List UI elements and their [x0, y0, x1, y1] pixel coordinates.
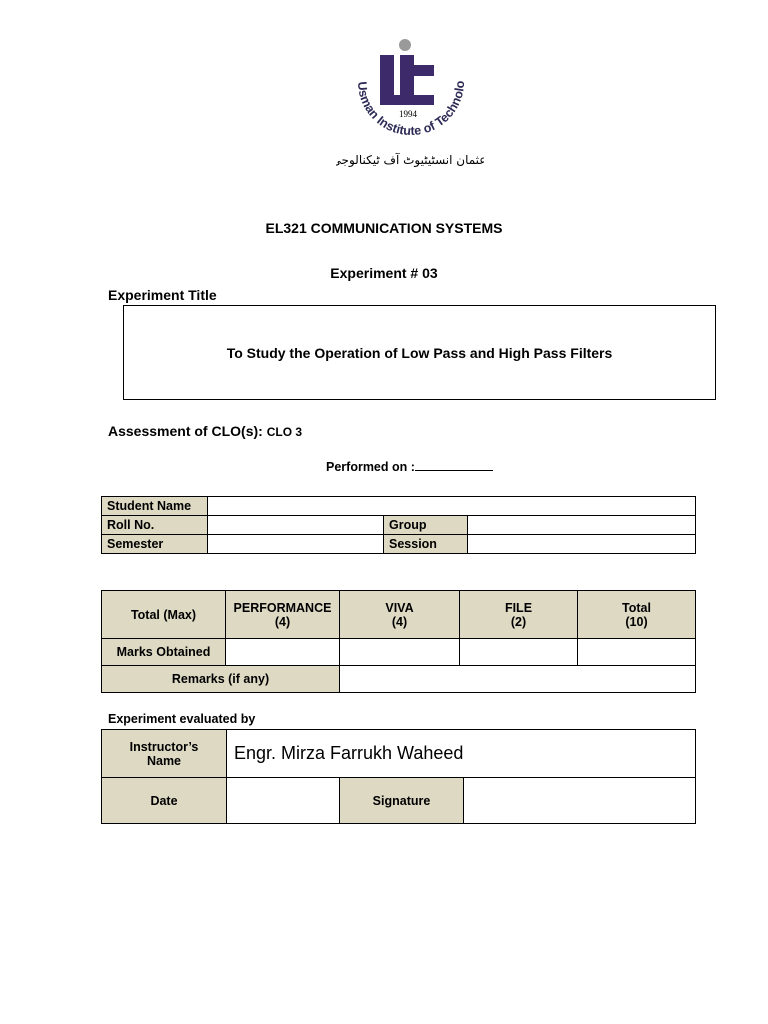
- performance-header: PERFORMANCE (4): [226, 591, 340, 639]
- marks-obtained-label: Marks Obtained: [102, 639, 226, 666]
- table-row: [102, 639, 696, 666]
- table-row: [102, 497, 696, 516]
- performed-on-label: Performed on :: [326, 460, 415, 474]
- instructor-name-label: Instructor’s Name: [102, 730, 227, 778]
- marks-table: [101, 590, 696, 693]
- viva-marks-field[interactable]: [340, 639, 460, 666]
- total-max-label: Total (Max): [102, 591, 226, 639]
- signature-label: Signature: [340, 778, 464, 824]
- institute-logo: [336, 30, 484, 180]
- total-marks-field[interactable]: [578, 639, 696, 666]
- remarks-field[interactable]: [340, 666, 696, 693]
- experiment-title-box: [123, 305, 716, 400]
- student-info-table: [101, 496, 696, 554]
- remarks-label: Remarks (if any): [102, 666, 340, 693]
- group-label: Group: [384, 516, 468, 535]
- signature-field[interactable]: [464, 778, 696, 824]
- student-name-label: Student Name: [102, 497, 208, 516]
- clo-label: Assessment of CLO(s):: [108, 423, 263, 439]
- performed-on: [326, 460, 493, 474]
- date-field[interactable]: [227, 778, 340, 824]
- experiment-number: Experiment # 03: [330, 265, 438, 281]
- group-field[interactable]: [468, 516, 696, 535]
- roll-no-label: Roll No.: [102, 516, 208, 535]
- clo-value: CLO 3: [266, 425, 303, 439]
- logo-seal-icon: [336, 30, 484, 180]
- svg-text:عثمان انسٹیٹیوٹ آف ٹیکنالوجی: عثمان انسٹیٹیوٹ آف ٹیکنالوجی: [336, 153, 484, 167]
- table-row: [102, 778, 696, 824]
- performed-on-field[interactable]: [415, 460, 493, 471]
- student-name-field[interactable]: [208, 497, 696, 516]
- date-label: Date: [102, 778, 227, 824]
- performance-marks-field[interactable]: [226, 639, 340, 666]
- evaluated-by-heading: Experiment evaluated by: [108, 712, 256, 726]
- file-header: FILE (2): [460, 591, 578, 639]
- table-row: [102, 666, 696, 693]
- experiment-title-label: Experiment Title: [108, 287, 217, 303]
- course-title: EL321 COMMUNICATION SYSTEMS: [265, 220, 503, 236]
- experiment-title: To Study the Operation of Low Pass and High Pass Filters: [226, 344, 613, 361]
- table-row: [102, 730, 696, 778]
- session-field[interactable]: [468, 535, 696, 554]
- file-marks-field[interactable]: [460, 639, 578, 666]
- evaluation-table: [101, 729, 696, 824]
- clo-assessment: [108, 423, 302, 439]
- table-row: [102, 516, 696, 535]
- session-label: Session: [384, 535, 468, 554]
- viva-header: VIVA (4): [340, 591, 460, 639]
- svg-text:1994: 1994: [399, 109, 417, 119]
- table-row: [102, 591, 696, 639]
- roll-no-field[interactable]: [208, 516, 384, 535]
- instructor-name-value: Engr. Mirza Farrukh Waheed: [227, 730, 696, 778]
- total-header: Total (10): [578, 591, 696, 639]
- semester-field[interactable]: [208, 535, 384, 554]
- semester-label: Semester: [102, 535, 208, 554]
- table-row: [102, 535, 696, 554]
- svg-text:Usman Institute of Technology: Usman Institute of Technolo: [354, 80, 468, 139]
